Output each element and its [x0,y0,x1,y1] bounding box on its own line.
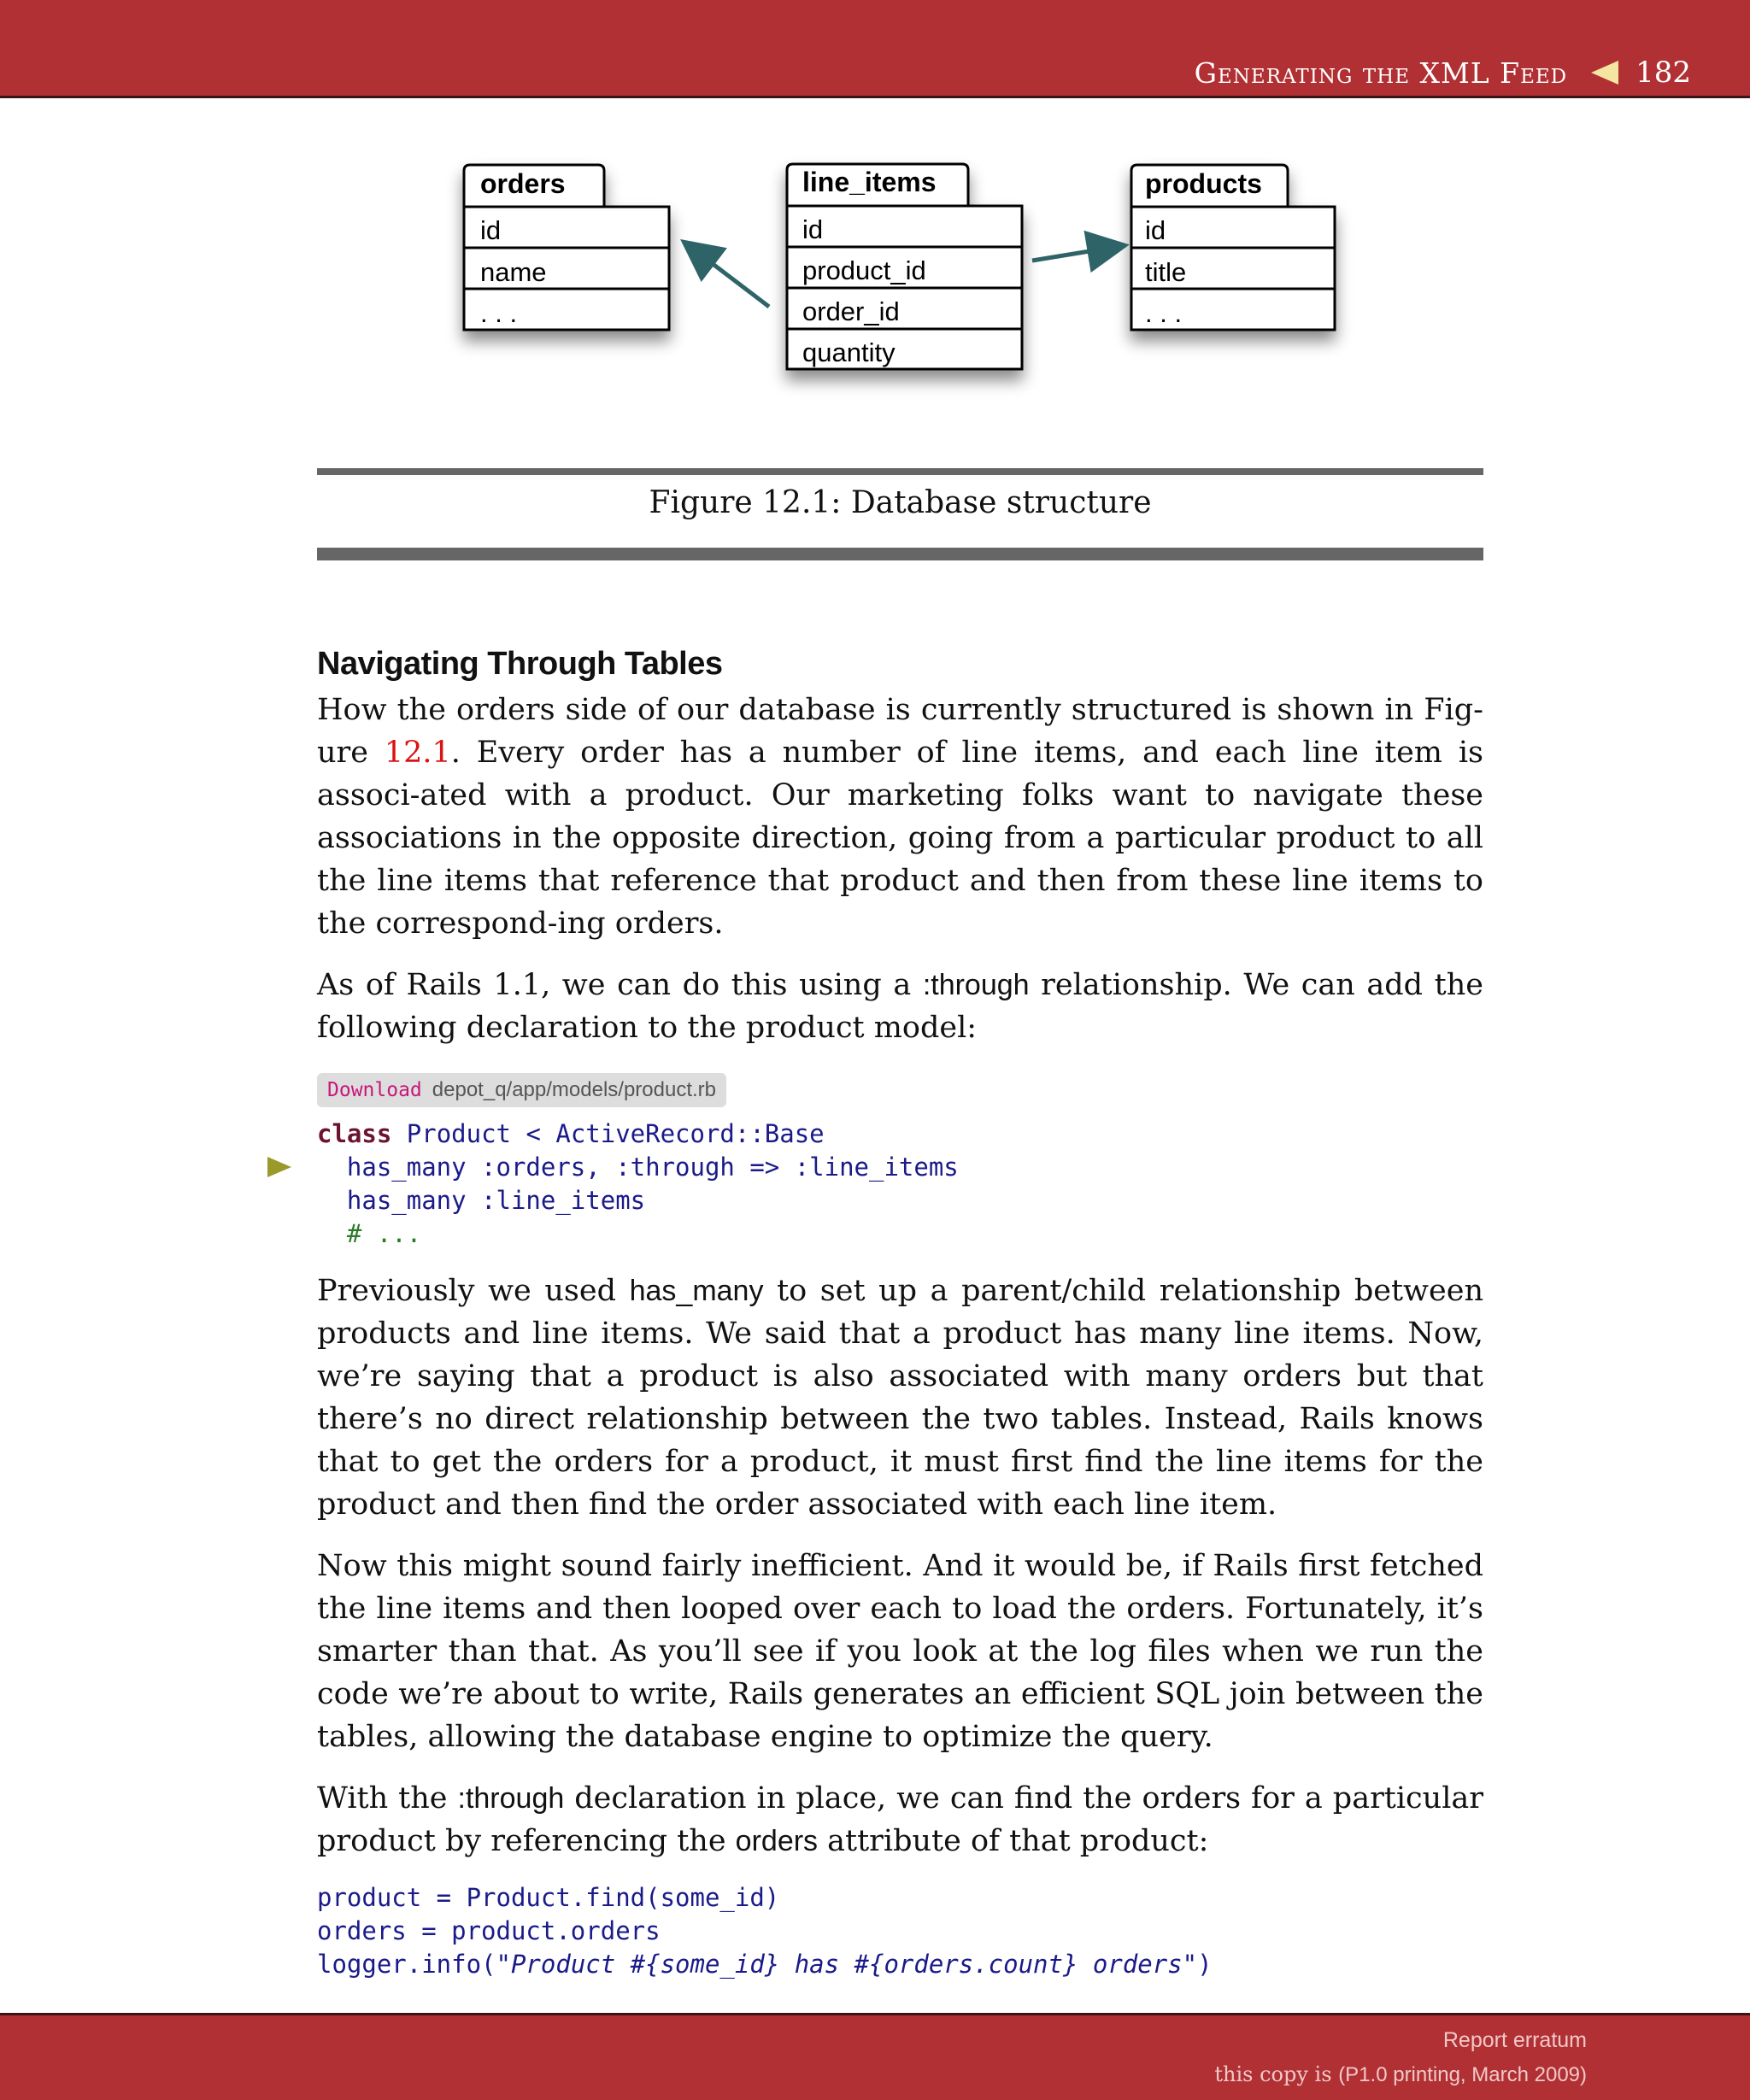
products-table-title: products [1145,168,1262,199]
p3-text-b: to set up a parent/child relationship between products and line items. We said that a product has many line items. Now, we’re saying that a product is also associated with many orders but that there’s no direct relationship between the two tables. Instead, Rails knows that to get the orders for a product, it must first find the line items for the product and then find the order associated with each line item. [317,1274,1483,1522]
database-diagram [0,0,1750,444]
code-block-product-model [317,1117,1483,1251]
figure-link[interactable]: 12.1 [384,736,451,770]
footer-bar [0,2013,1750,2100]
p2-text-a: As of Rails 1.1, we can do this using a [317,968,923,1002]
code2-line-3-b: ) [1197,1950,1213,1979]
p5-code-2: orders [735,1825,819,1857]
copy-info [1214,2062,1587,2087]
code1-keyword: class [317,1119,392,1148]
line-items-field-product-id: product_id [802,255,926,285]
paragraph-4: Now this might sound fairly inefficient. And it would be, if Rails first fetched the line items and then looped over each to load the orders. Fortunately, it’s smarter than that. As you’ll see if you look at the log files when we run the code we’re about to write, Rails generates an efficient SQL join between the tables, allowing the database engine to optimize the query. [317,1549,1483,1754]
main-content [317,639,1483,2000]
p2-code: :through [922,969,1030,1001]
figure-rule-bottom [317,548,1483,560]
code2-string: "Product #{some_id} has #{orders.count} orders" [496,1950,1198,1979]
download-path: depot_q/app/models/product.rb [432,1078,717,1101]
products-field-id: id [1145,215,1166,245]
section-title: Generating the XML Feed [1194,56,1568,90]
p1-text-a: How the orders side of our database is currently structured is shown in Fig-ure [317,693,1483,770]
code1-line-4: # ... [317,1219,422,1248]
p5-text-a: With the [317,1781,458,1816]
paragraph-3 [317,1270,1483,1526]
code1-line-2 [317,1153,959,1182]
code2-line-3 [317,1950,1213,1979]
arrow-to-products [1032,246,1121,261]
line-items-field-order-id: order_id [802,296,900,326]
line-items-field-quantity: quantity [802,337,896,367]
page-number: 182 [1635,56,1691,90]
p2-text-b: relationship. We can add the following declaration to the product model: [317,968,1483,1045]
download-box [317,1073,726,1107]
code-block-find-orders [317,1881,1483,1981]
p3-code: has_many [629,1275,764,1307]
products-table [1131,165,1335,330]
copy-info-a: this copy is [1214,2062,1339,2086]
code1-line-3: has_many :line_items [317,1186,646,1215]
code1-line-1 [317,1119,825,1148]
line-items-table [787,164,1022,369]
code1-line-2-text: has_many :orders, :through => :line_items [317,1153,959,1182]
p5-code-1: :through [457,1782,565,1815]
orders-table [464,165,669,330]
orders-field-name: name [480,257,547,287]
figure-rule-top [317,468,1483,475]
p3-text-a: Previously we used [317,1274,630,1308]
code2-line-3-a: logger.info( [317,1950,496,1979]
line-items-table-title: line_items [802,167,937,197]
p5-text-c: attribute of that product: [818,1824,1209,1858]
orders-table-title: orders [480,168,566,199]
line-items-field-id: id [802,214,824,244]
download-link[interactable]: Download [327,1079,422,1101]
arrow-to-orders [687,244,769,307]
orders-field-more: . . . [480,298,518,328]
section-heading: Navigating Through Tables [317,646,723,682]
products-field-more: . . . [1145,298,1183,328]
p1-text-b: . Every order has a number of line items, and each line item is associ-ated with a product. Our marketing folks want to navigate these associations in the opposite direction, going from a particular product to all the line items that reference that product and then from these line items to the correspond-ing orders. [317,736,1483,941]
code2-line-1: product = Product.find(some_id) [317,1883,780,1912]
paragraph-1 [317,689,1483,945]
orders-field-id: id [480,215,502,245]
code2-line-2: orders = product.orders [317,1916,661,1945]
report-erratum-link[interactable]: Report erratum [1442,2028,1587,2052]
paragraph-5 [317,1777,1483,1862]
figure-caption: Figure 12.1: Database structure [649,485,1152,520]
paragraph-2 [317,964,1483,1049]
p5-text-b: declaration in place, we can find the orders for a particular product by referencing the [317,1781,1483,1858]
copy-info-b: (P1.0 printing, March 2009) [1338,2063,1587,2086]
highlight-marker-icon [267,1157,291,1177]
code1-line-1-rest: Product < ActiveRecord::Base [391,1119,825,1148]
products-field-title: title [1145,257,1187,287]
